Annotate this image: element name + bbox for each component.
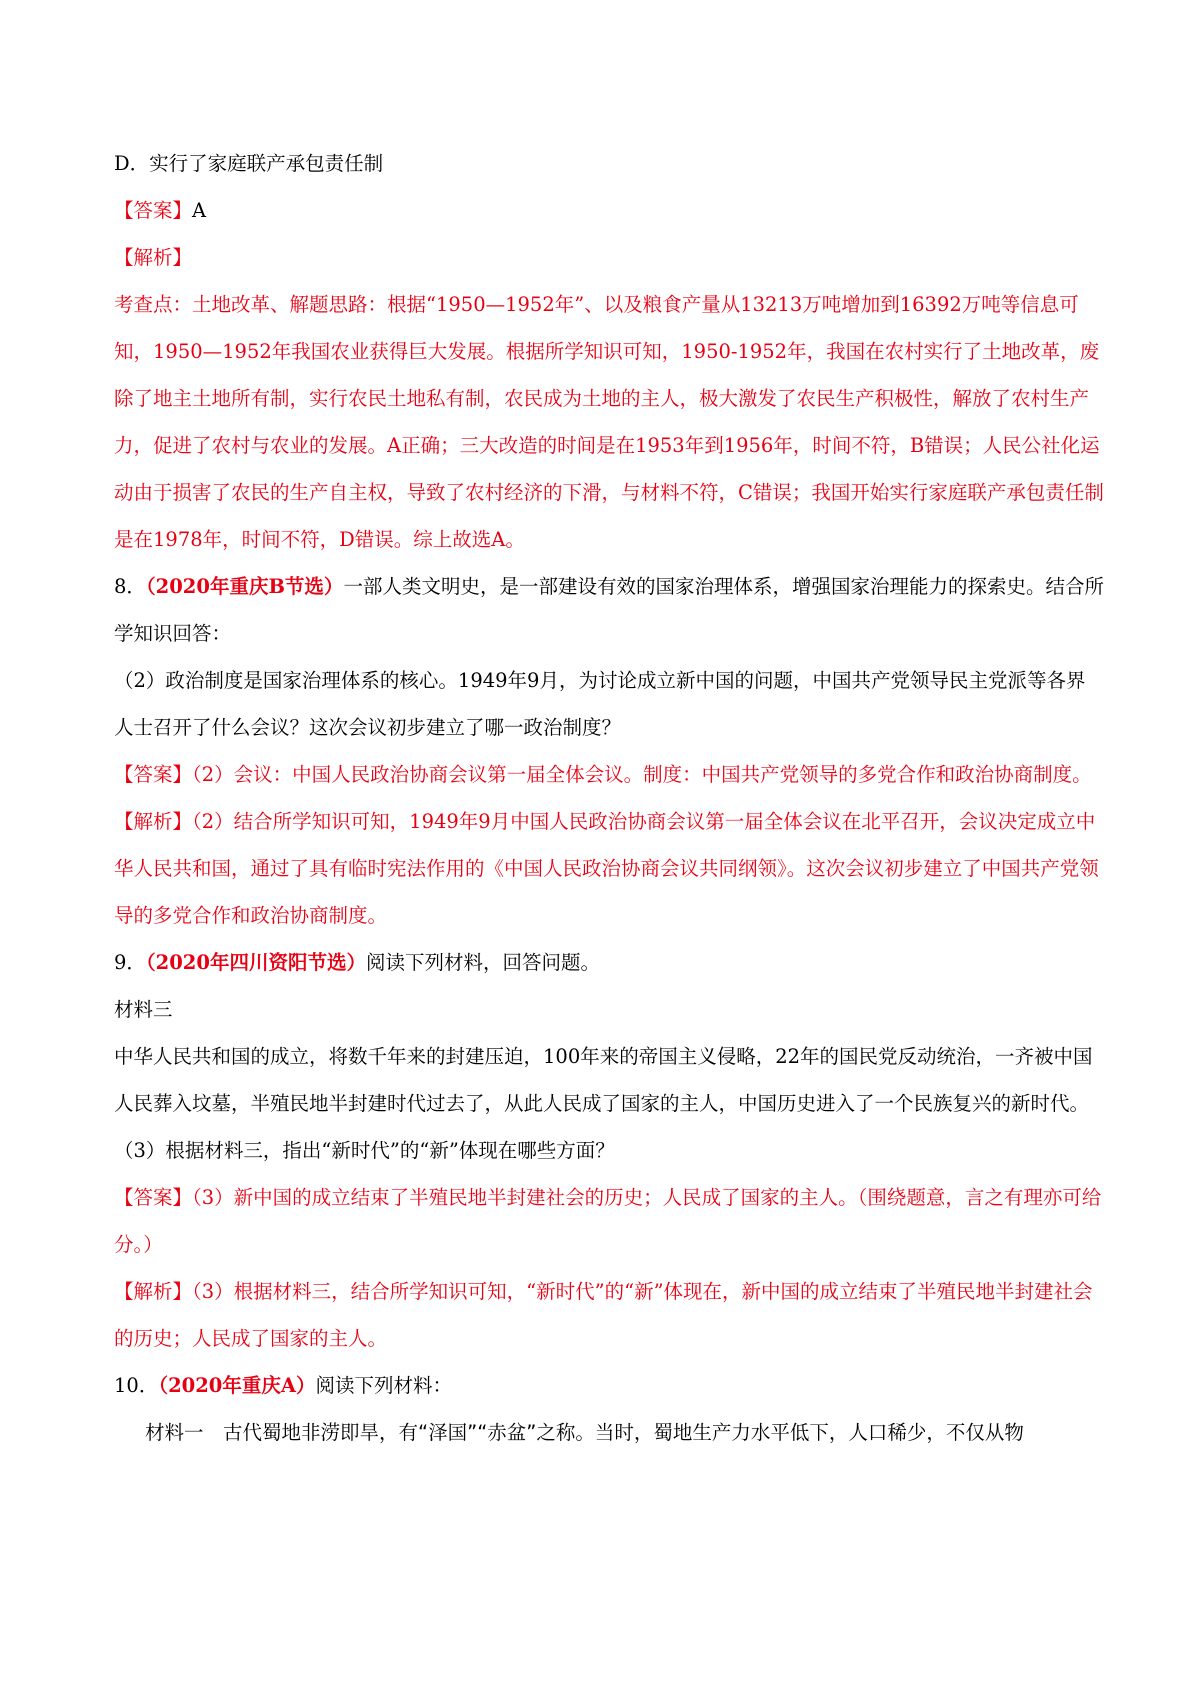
question-source: （2020年重庆B节选） (145, 575, 344, 598)
q10-material-1: 材料一 古代蜀地非涝即旱，有“泽国”“赤盆”之称。当时，蜀地生产力水平低下，人口稀少，不仅从物 (145, 1421, 1024, 1444)
q9-sub-question-3: （3）根据材料三，指出“新时代”的“新”体现在哪些方面？ (114, 1139, 615, 1162)
q8-analysis (114, 798, 1104, 939)
q9-question (114, 939, 1104, 986)
analysis-text: （2）结合所学知识可知，1949年9月中国人民政治协商会议第一届全体会议在北平召开，会议决定成立中华人民共和国，通过了具有临时宪法作用的《中国人民政治协商会议共同纲领》。这次会议初步建立了中国共产党领导的多党合作和政治协商制度。 (114, 810, 1099, 927)
analysis-label: 【解析】 (114, 810, 193, 833)
q7-option-d: D．实行了家庭联产承包责任制 (114, 152, 384, 175)
document-page (114, 140, 1104, 1456)
question-number: 10． (114, 1374, 159, 1397)
q9-answer (114, 1174, 1104, 1268)
question-number: 9． (114, 951, 146, 974)
question-source: （2020年四川资阳节选） (145, 951, 366, 974)
answer-label: 【答案】 (114, 763, 193, 786)
analysis-text: （3）根据材料三，结合所学知识可知，“新时代”的“新”体现在，新中国的成立结束了半殖民地半封建社会的历史；人民成了国家的主人。 (114, 1280, 1093, 1350)
question-stem: 阅读下列材料： (315, 1374, 452, 1397)
q7-answer (114, 187, 1104, 234)
answer-value: A (192, 199, 207, 222)
question-stem: 阅读下列材料，回答问题。 (365, 951, 600, 974)
answer-label: 【答案】 (114, 199, 193, 222)
question-number: 8． (114, 575, 146, 598)
answer-text: （2）会议：中国人民政治协商会议第一届全体会议。制度：中国共产党领导的多党合作和政治协商制度。 (192, 763, 1092, 786)
question-source: （2020年重庆A） (158, 1374, 316, 1397)
q7-analysis: 考查点：土地改革、解题思路：根据“1950—1952年”、以及粮食产量从13213万吨增加到16392万吨等信息可知，1950—1952年我国农业获得巨大发展。根据所学知识可知，1950-1952年，我国在农村实行了土地改革，废除了地主土地所有制，实行农民土地私有制，农民成为土地的主人，极大激发了农民生产积极性，解放了农村生产力，促进了农村与农业的发展。A正确；三大改造的时间是在1953年到1956年，时间不符，B错误；人民公社化运动由于损害了农民的生产自主权，导致了农村经济的下滑，与材料不符，C错误；我国开始实行家庭联产承包责任制是在1978年，时间不符，D错误。综上故选A。 (114, 293, 1104, 551)
q8-question (114, 563, 1104, 657)
q7-analysis-label: 【解析】 (114, 246, 193, 269)
question-stem: 一部人类文明史，是一部建设有效的国家治理体系，增强国家治理能力的探索史。结合所学知识回答： (114, 575, 1104, 645)
q9-material-text: 中华人民共和国的成立，将数千年来的封建压迫，100年来的帝国主义侵略，22年的国民党反动统治，一齐被中国人民葬入坟墓，半殖民地半封建时代过去了，从此人民成了国家的主人，中国历史进入了一个民族复兴的新时代。 (114, 1045, 1093, 1115)
q8-sub-question-2: （2）政治制度是国家治理体系的核心。1949年9月，为讨论成立新中国的问题，中国共产党领导民主党派等各界人士召开了什么会议？这次会议初步建立了哪一政治制度？ (114, 669, 1086, 739)
q9-analysis (114, 1268, 1104, 1362)
answer-label: 【答案】 (114, 1186, 193, 1209)
q8-answer (114, 751, 1104, 798)
q10-question (114, 1362, 1104, 1409)
q9-material-title: 材料三 (114, 998, 173, 1021)
answer-text: （3）新中国的成立结束了半殖民地半封建社会的历史；人民成了国家的主人。（围绕题意，言之有理亦可给分。） (114, 1186, 1102, 1256)
analysis-label: 【解析】 (114, 1280, 193, 1303)
